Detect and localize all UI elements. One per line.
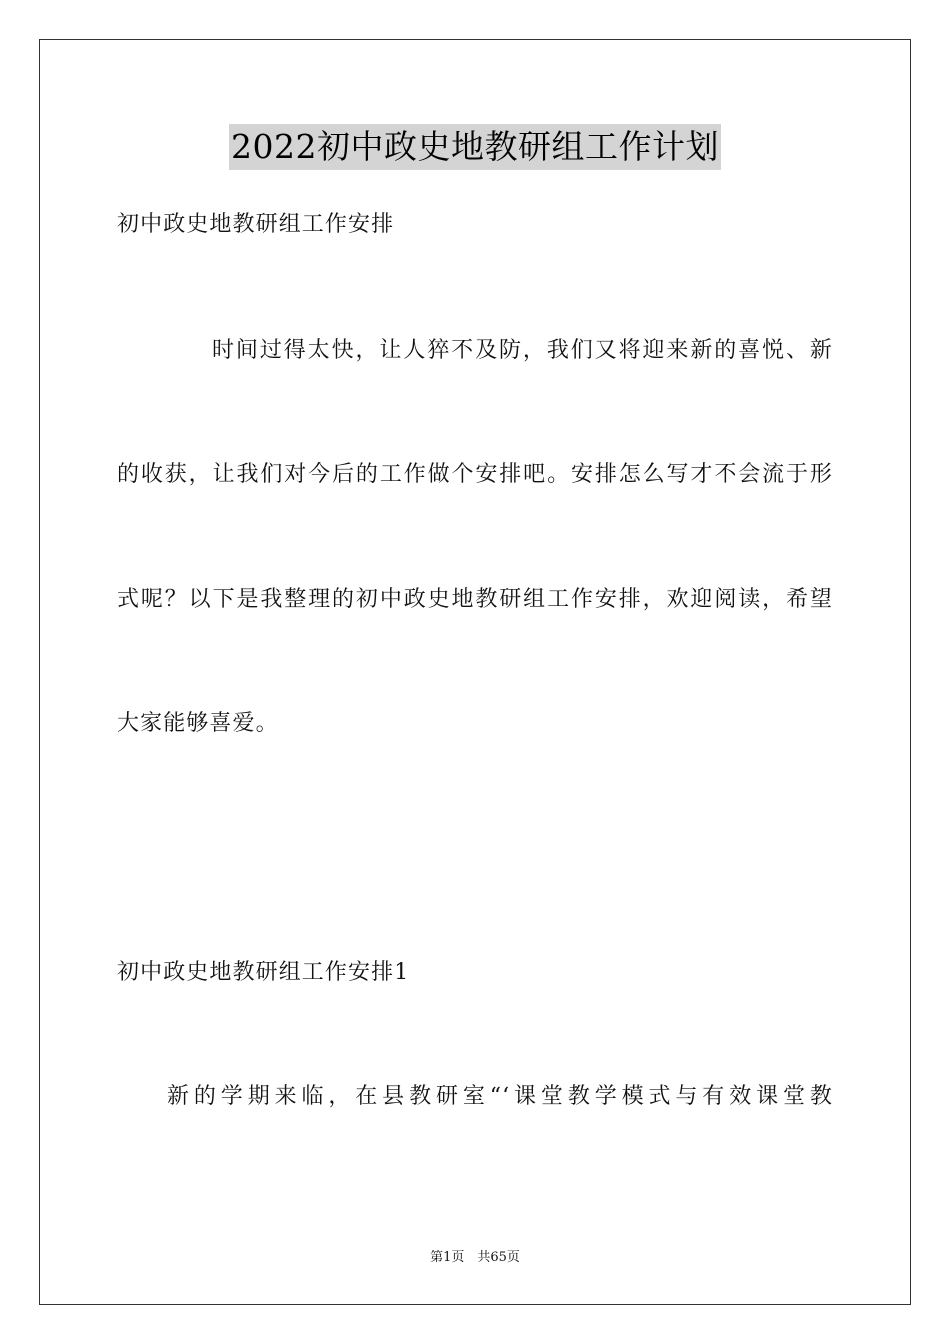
document-title-block [0, 124, 950, 170]
section-heading: 初中政史地教研组工作安排1 [117, 960, 410, 985]
section-heading: 初中政史地教研组工作安排 [117, 212, 395, 237]
paragraph-line: 大家能够喜爱。 [117, 711, 279, 736]
paragraph-line: 时间过得太快，让人猝不及防，我们又将迎来新的喜悦、新 [212, 338, 833, 363]
paragraph-line: 的收获，让我们对今后的工作做个安排吧。安排怎么写才不会流于形 [117, 462, 833, 487]
document-title: 2022初中政史地教研组工作计划 [229, 124, 721, 170]
page-footer: 第1页 共65页 [430, 1250, 520, 1265]
paragraph-line: 式呢？以下是我整理的初中政史地教研组工作安排，欢迎阅读，希望 [117, 587, 833, 612]
paragraph-line: 新的学期来临，在县教研室“‘课堂教学模式与有效课堂教 [167, 1084, 833, 1109]
